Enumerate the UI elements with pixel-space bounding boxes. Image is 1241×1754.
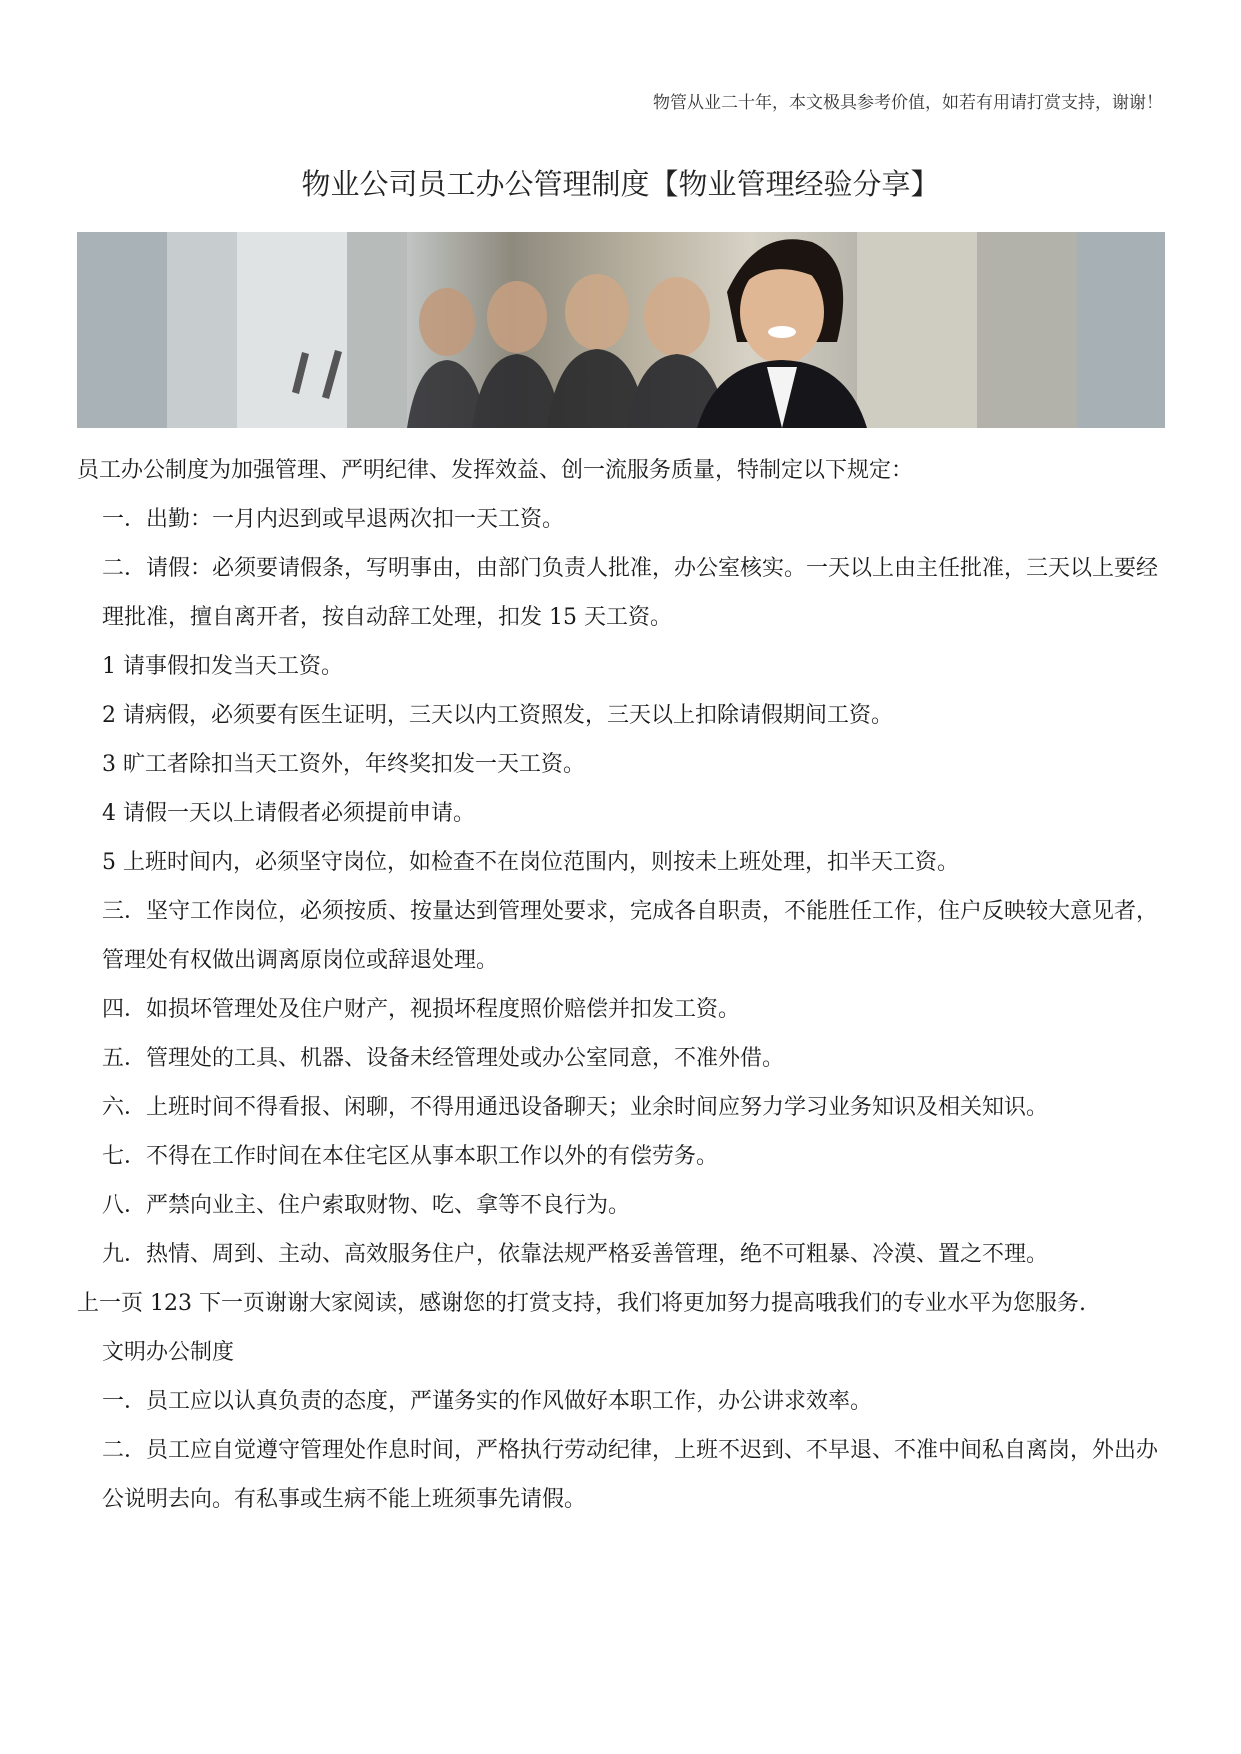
paragraph-civil-2: 二．员工应自觉遵守管理处作息时间，严格执行劳动纪律，上班不迟到、不早退、不准中间私自离岗，外出办公说明去向。有私事或生病不能上班须事先请假。	[102, 1438, 1159, 1512]
paragraph-prohibit: 八．严禁向业主、住户索取财物、吃、拿等不良行为。	[102, 1193, 631, 1218]
banner-illustration	[77, 232, 1165, 428]
document-body	[77, 446, 1167, 1524]
paragraph-attendance: 一．出勤：一月内迟到或早退两次扣一天工资。	[102, 507, 565, 532]
paragraph-service: 九．热情、周到、主动、高效服务住户，依靠法规严格妥善管理，绝不可粗暴、冷漠、置之不理。	[102, 1242, 1049, 1267]
paragraph-leave-2: 2 请病假，必须要有医生证明，三天以内工资照发，三天以上扣除请假期间工资。	[102, 703, 893, 728]
paragraph-work-time: 六．上班时间不得看报、闲聊，不得用通迅设备聊天；业余时间应努力学习业务知识及相关知识。	[102, 1095, 1049, 1120]
paragraph-leave-5: 5 上班时间内，必须坚守岗位，如检查不在岗位范围内，则按未上班处理，扣半天工资。	[102, 850, 959, 875]
paragraph-leave: 二．请假：必须要请假条，写明事由，由部门负责人批准，办公室核实。一天以上由主任批准，三天以上要经理批准，擅自离开者，按自动辞工处理，扣发 15 天工资。	[102, 556, 1159, 630]
paragraph-civil-1: 一．员工应以认真负责的态度，严谨务实的作风做好本职工作，办公讲求效率。	[102, 1389, 873, 1414]
paragraph-paid-labor: 七．不得在工作时间在本住宅区从事本职工作以外的有偿劳务。	[102, 1144, 719, 1169]
banner-image	[77, 232, 1165, 428]
paragraph-leave-1: 1 请事假扣发当天工资。	[102, 654, 343, 679]
paragraph-pagination: 上一页 123 下一页谢谢大家阅读，感谢您的打赏支持，我们将更加努力提高哦我们的专业水平为您服务.	[77, 1291, 1086, 1316]
paragraph-intro: 员工办公制度为加强管理、严明纪律、发挥效益、创一流服务质量，特制定以下规定：	[77, 458, 914, 483]
header-note: 物管从业二十年，本文极具参考价值，如若有用请打赏支持，谢谢！	[653, 93, 1163, 113]
paragraph-post: 三．坚守工作岗位，必须按质、按量达到管理处要求，完成各自职责，不能胜任工作，住户反映较大意见者，管理处有权做出调离原岗位或辞退处理。	[102, 899, 1159, 973]
paragraph-equipment: 五．管理处的工具、机器、设备未经管理处或办公室同意，不准外借。	[102, 1046, 785, 1071]
paragraph-leave-3: 3 旷工者除扣当天工资外，年终奖扣发一天工资。	[102, 752, 585, 777]
paragraph-damage: 四．如损坏管理处及住户财产，视损坏程度照价赔偿并扣发工资。	[102, 997, 741, 1022]
document-title: 物业公司员工办公管理制度【物业管理经验分享】	[301, 167, 940, 201]
section-heading-civil-office: 文明办公制度	[102, 1340, 235, 1365]
paragraph-leave-4: 4 请假一天以上请假者必须提前申请。	[102, 801, 475, 826]
